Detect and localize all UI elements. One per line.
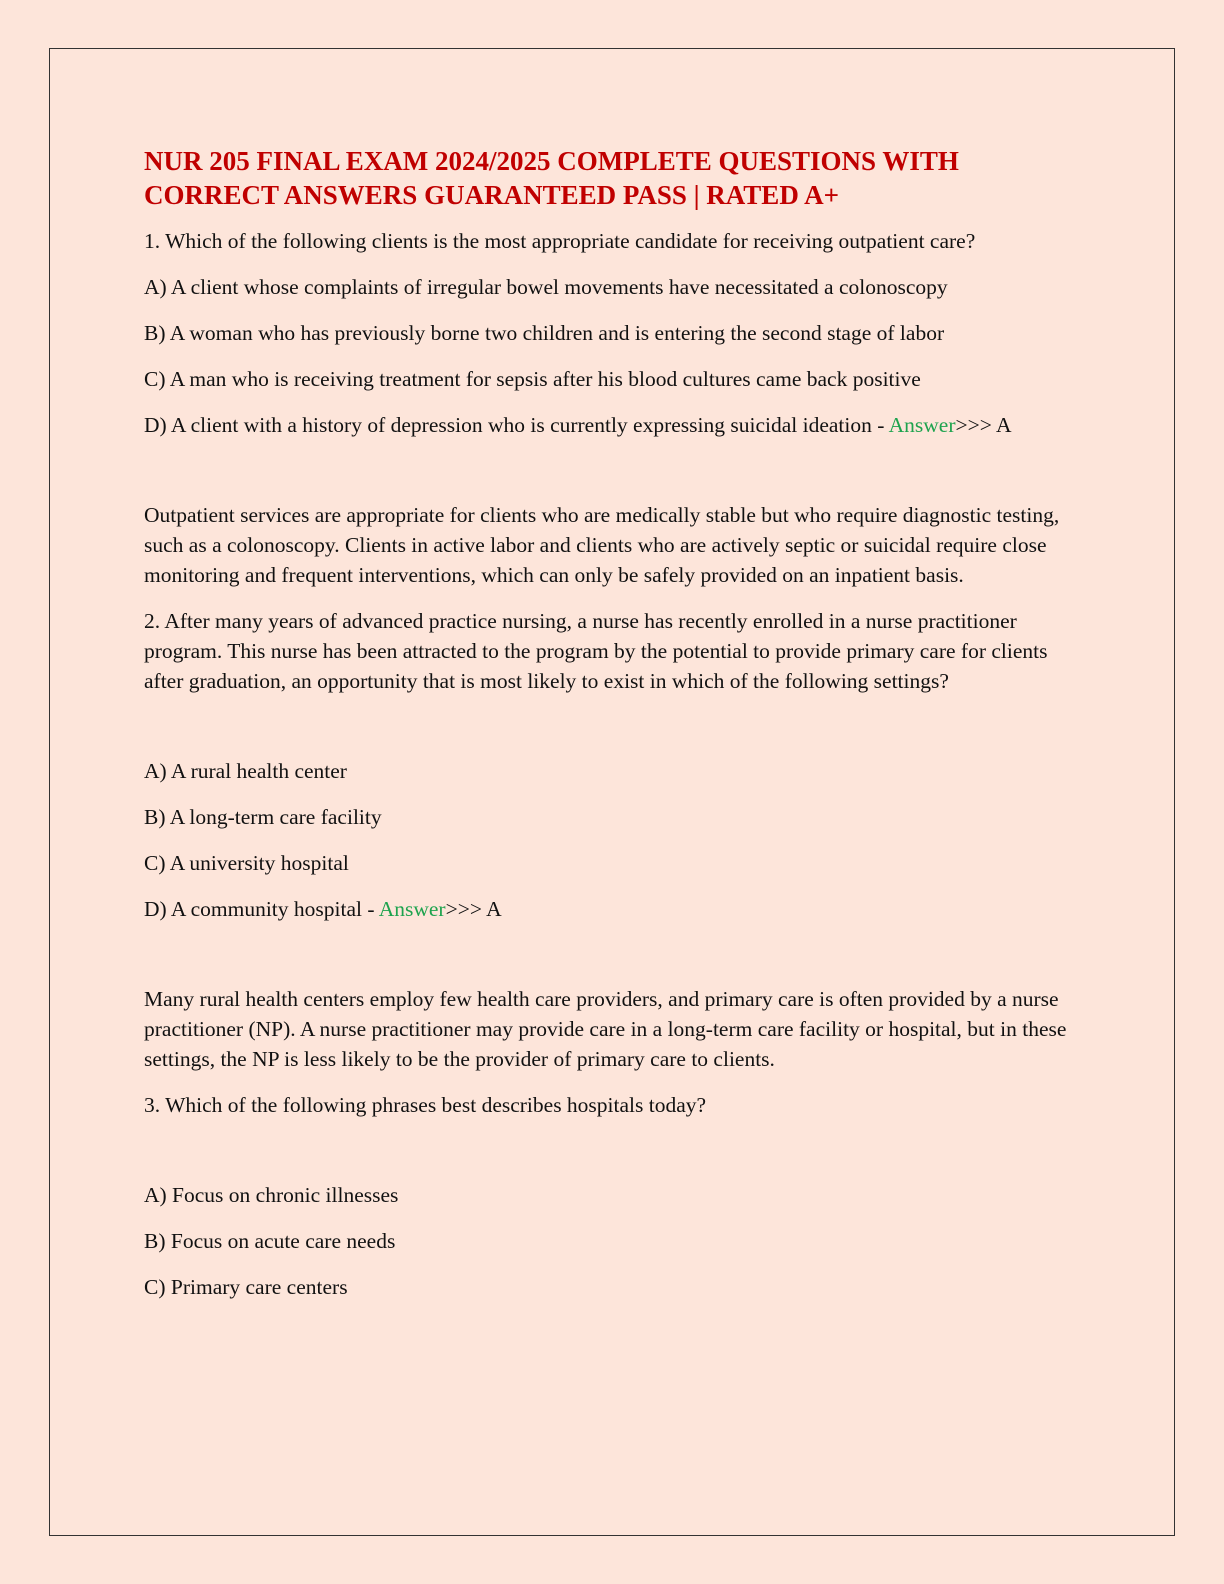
q1-option-d [144,410,1084,440]
q2-option-c: C) A university hospital [144,851,349,875]
q1-option-d-text: D) A client with a history of depression who is currently expressing suicidal ideation - [144,413,889,437]
q1-option-a: A) A client whose complaints of irregular bowel movements have necessitated a colonoscopy [144,275,948,299]
q1-option-c: C) A man who is receiving treatment for sepsis after his blood cultures came back positive [144,367,921,391]
q1-answer-label: Answer [888,413,956,437]
q2-option-b: B) A long-term care facility [144,805,382,829]
document-title: NUR 205 FINAL EXAM 2024/2025 COMPLETE QUESTIONS WITH CORRECT ANSWERS GUARANTEED PASS | RATED A+ [144,146,959,210]
q2-answer-value: >>> A [445,897,502,921]
q1-answer-value: >>> A [955,413,1012,437]
question-3: 3. Which of the following phrases best describes hospitals today? [144,1093,707,1117]
q1-option-b: B) A woman who has previously borne two children and is entering the second stage of labor [144,321,945,345]
q2-answer-label: Answer [378,897,446,921]
q3-option-b: B) Focus on acute care needs [144,1229,396,1253]
q3-option-a: A) Focus on chronic illnesses [144,1183,399,1207]
q1-rationale: Outpatient services are appropriate for clients who are medically stable but who require diagnostic testing, such as a colonoscopy. Clients in active labor and clients who are actively septic or suicidal require close monitoring and frequent interventions, which can only be safely provided on an inpatient basis. [144,503,1060,587]
document-body [144,144,1084,1302]
question-2: 2. After many years of advanced practice nursing, a nurse has recently enrolled in a nurse practitioner program. This nurse has been attracted to the program by the potential to provide primary care for clients after graduation, an opportunity that is most likely to exist in which of the following settings? [144,609,1048,693]
q2-rationale: Many rural health centers employ few health care providers, and primary care is often provided by a nurse practitioner (NP). A nurse practitioner may provide care in a long-term care facility or hospital, but in these settings, the NP is less likely to be the provider of primary care to clients. [144,987,1067,1071]
question-1: 1. Which of the following clients is the most appropriate candidate for receiving outpatient care? [144,229,976,253]
q3-option-c: C) Primary care centers [144,1275,348,1299]
q2-option-d [144,894,1084,924]
q2-option-d-text: D) A community hospital - [144,897,379,921]
q2-option-a: A) A rural health center [144,759,347,783]
